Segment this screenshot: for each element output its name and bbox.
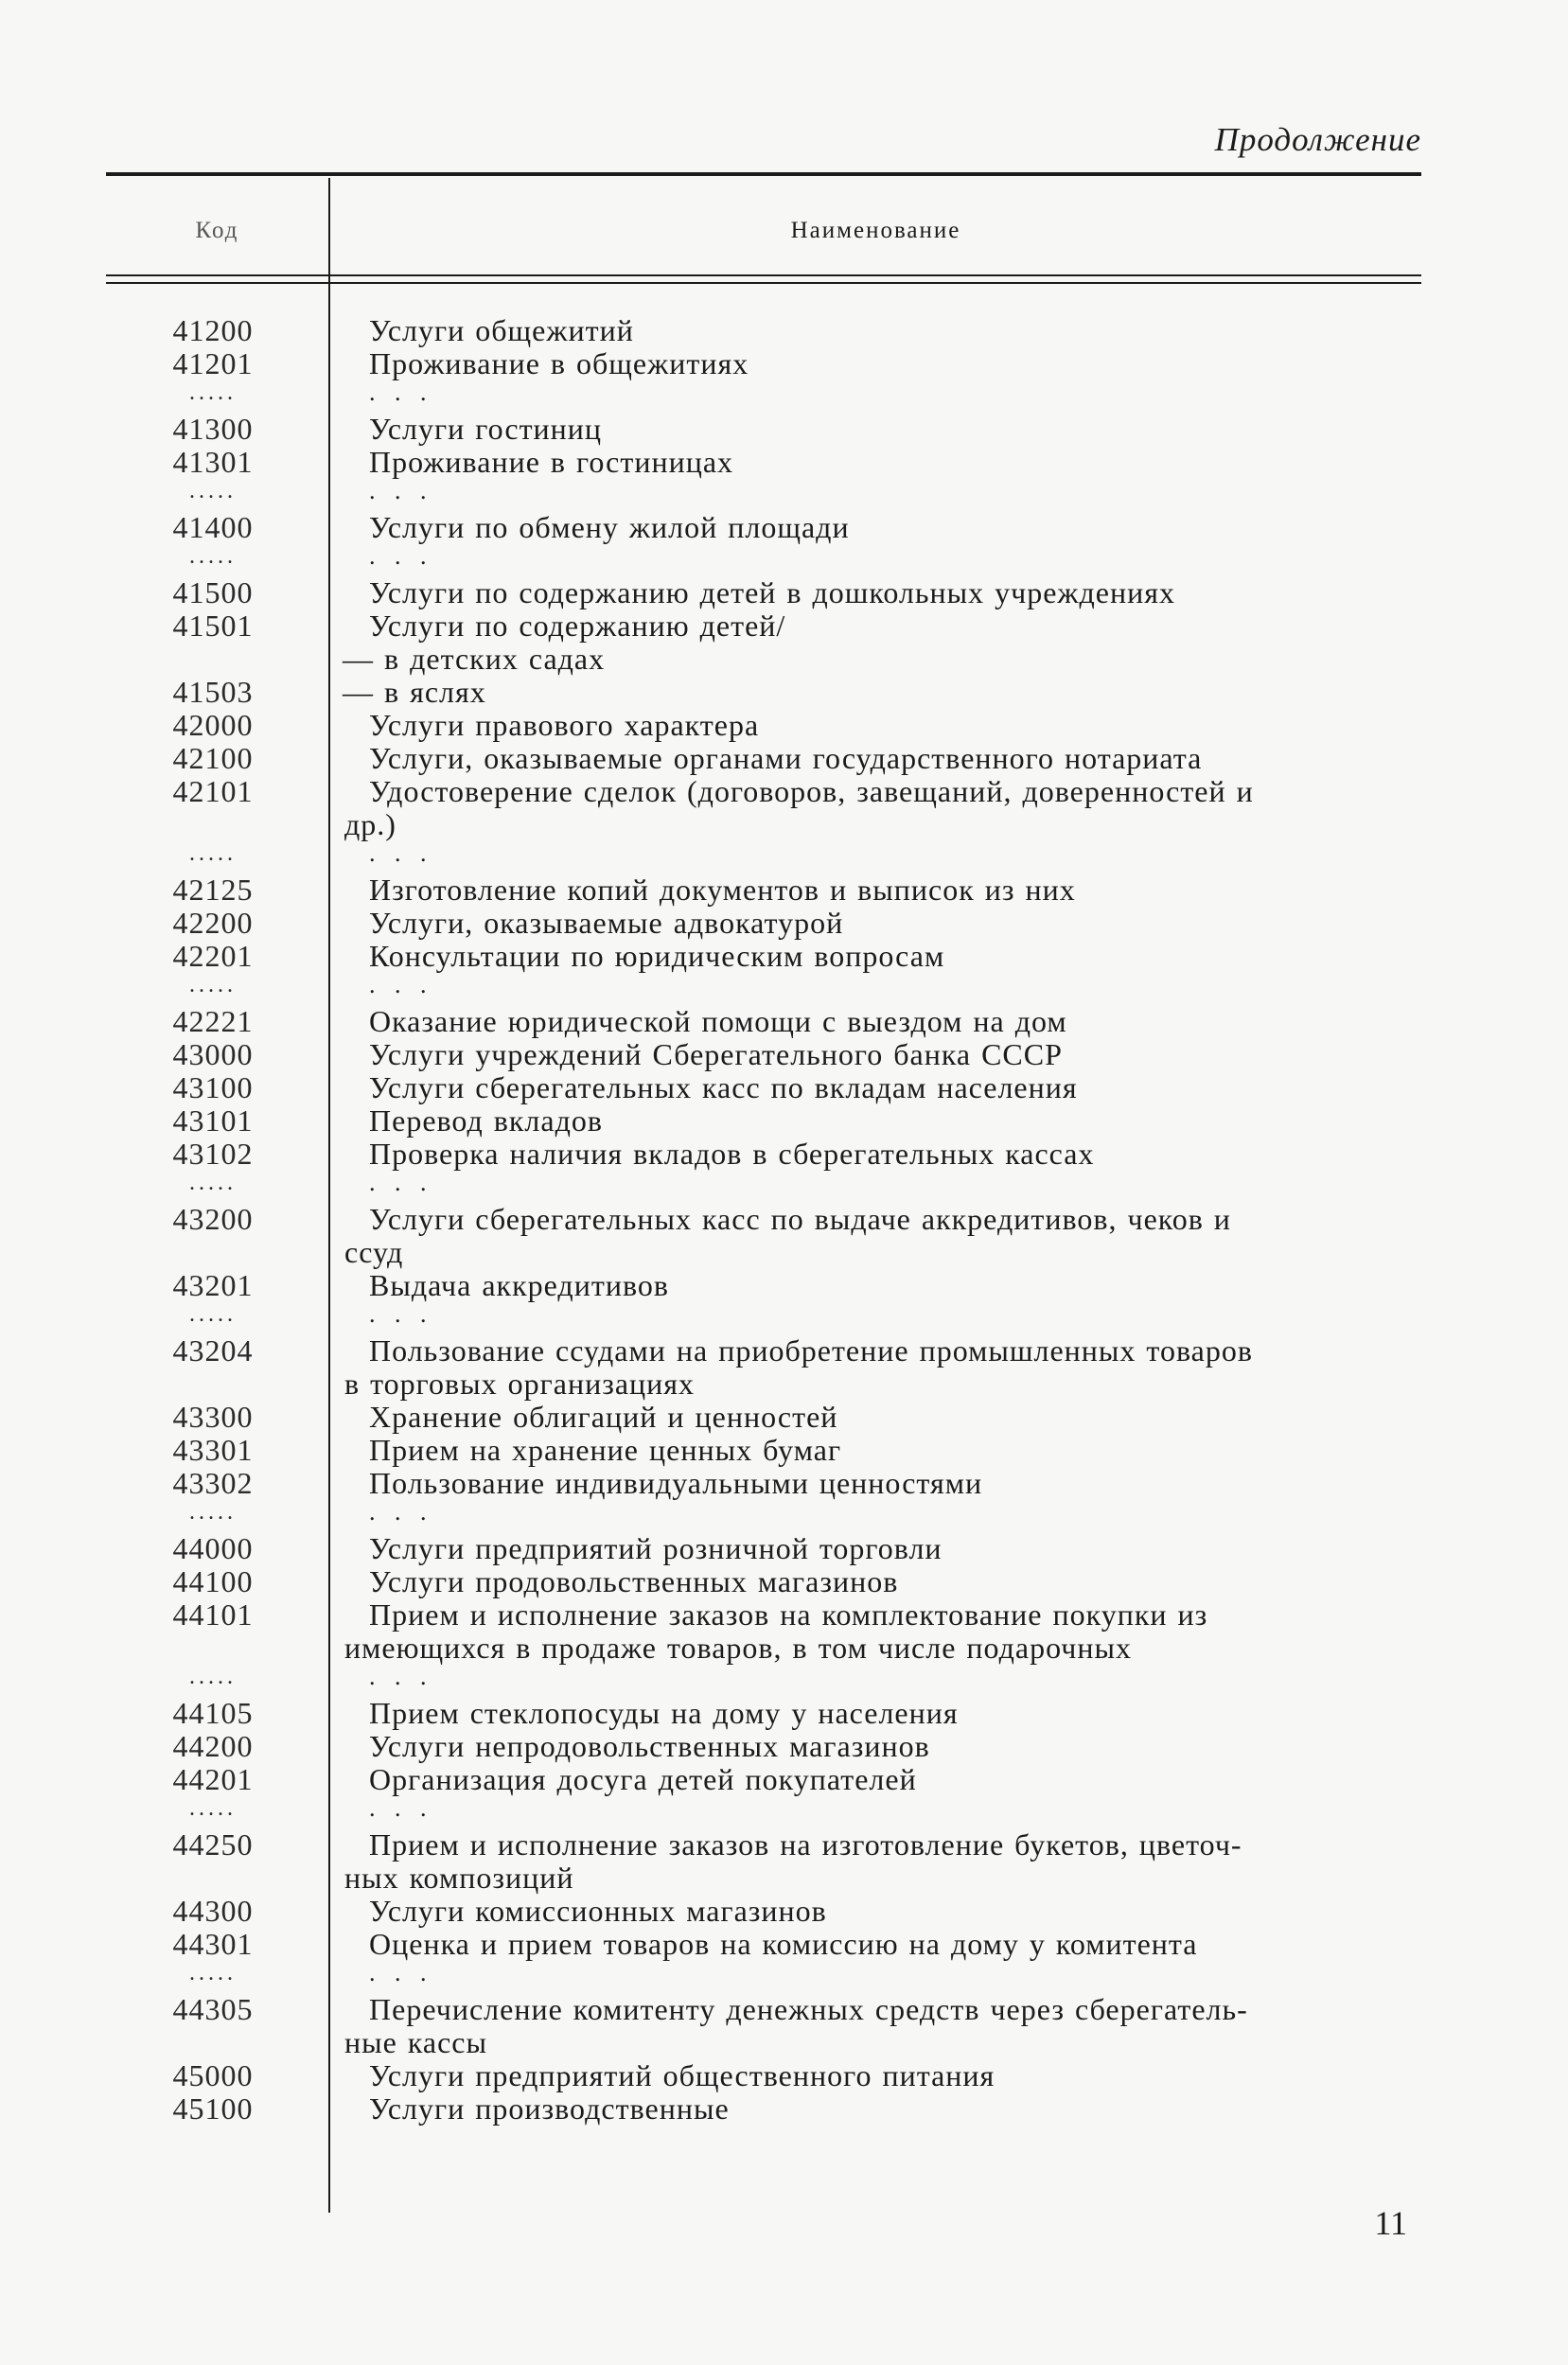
row-name — [369, 1138, 1424, 1171]
row-name-text: . . . — [369, 542, 432, 570]
row-name — [369, 1532, 1424, 1565]
table-top-rule — [106, 172, 1421, 176]
row-code: ..... — [189, 544, 237, 569]
row-name-text: Услуги производственные — [369, 2091, 730, 2126]
row-name-text: Услуги правового характера — [369, 708, 760, 742]
header-rule-upper — [106, 274, 1421, 276]
row-code: 42200 — [172, 906, 254, 940]
row-code: 42125 — [172, 873, 254, 907]
row-name — [369, 1434, 1424, 1467]
row-code: 43100 — [172, 1070, 254, 1104]
table-row — [0, 940, 1568, 973]
row-name-text: Проживание в общежитиях — [369, 346, 749, 380]
row-name-text: Пользование индивидуальными ценностями — [369, 1466, 983, 1500]
ellipsis-row — [0, 973, 1568, 1005]
row-name-text: — в яслях — [343, 675, 486, 709]
table-row — [0, 907, 1568, 940]
row-code: 43200 — [172, 1202, 254, 1236]
row-name-text: . . . — [369, 1300, 432, 1328]
row-code: 43102 — [172, 1137, 254, 1171]
row-name — [369, 1302, 1424, 1327]
row-name — [369, 1665, 1424, 1689]
row-name-text: . . . — [369, 379, 432, 406]
table-row — [0, 709, 1568, 742]
table-row — [0, 1697, 1568, 1730]
row-name — [344, 1333, 1424, 1401]
table-row — [0, 1730, 1568, 1763]
table-row — [0, 1763, 1568, 1796]
row-code: ..... — [189, 841, 237, 866]
row-name-text: Прием на хранение ценных бумаг — [369, 1433, 842, 1467]
row-code: ..... — [189, 479, 237, 503]
row-name-text: Выдача аккредитивов — [369, 1268, 669, 1302]
row-code: 41300 — [172, 412, 254, 446]
row-code: 44250 — [172, 1827, 254, 1862]
row-name — [369, 1071, 1424, 1104]
row-name-text: Услуги по обмену жилой площади — [369, 510, 850, 544]
row-name — [369, 380, 1424, 405]
row-name-text: Хранение облигаций и ценностей — [369, 1400, 838, 1434]
column-header-code: Код — [195, 218, 239, 243]
row-name — [369, 576, 1424, 609]
table-row — [0, 347, 1568, 380]
ellipsis-row — [0, 841, 1568, 874]
table-row — [0, 1005, 1568, 1038]
row-code: 45000 — [172, 2058, 254, 2092]
table-row — [0, 1038, 1568, 1071]
row-name — [343, 643, 1398, 676]
table-row — [0, 1895, 1568, 1928]
row-name — [344, 774, 1424, 841]
table-row — [0, 742, 1568, 775]
row-name-text: Перечисление комитенту денежных средств через сберегатель- — [369, 1992, 1248, 2026]
row-name — [369, 1928, 1424, 1961]
table-row — [0, 1269, 1568, 1302]
row-name-text: Услуги учреждений Сберегательного банка СССР — [369, 1037, 1063, 1071]
table-row — [0, 413, 1568, 446]
table-row — [0, 1598, 1568, 1665]
table-row — [0, 775, 1568, 841]
row-code: 43000 — [172, 1037, 254, 1071]
row-code: 44301 — [172, 1927, 254, 1961]
row-code: 43301 — [172, 1433, 254, 1467]
table-row — [0, 609, 1568, 643]
row-name-text: . . . — [369, 1959, 432, 1986]
row-name — [369, 1730, 1424, 1763]
row-code: ..... — [189, 380, 237, 405]
row-name-continuation: ные кассы — [344, 2025, 487, 2059]
row-code: 44200 — [172, 1729, 254, 1763]
row-name — [369, 1467, 1424, 1500]
row-name-text: Прием и исполнение заказов на комплектование покупки из — [369, 1597, 1208, 1632]
row-name-text: Услуги продовольственных магазинов — [369, 1564, 899, 1598]
row-name-text: Перевод вкладов — [369, 1103, 603, 1138]
row-name — [369, 2059, 1424, 2092]
row-name — [369, 413, 1424, 446]
table-row — [0, 1828, 1568, 1895]
row-name-text: Организация досуга детей покупателей — [369, 1762, 917, 1796]
table-row — [0, 1071, 1568, 1104]
row-name-text: Услуги предприятий общественного питания — [369, 2058, 995, 2092]
row-name — [369, 1763, 1424, 1796]
row-name-text: Услуги общежитий — [369, 313, 634, 347]
row-name-text: Прием стеклопосуды на дому у населения — [369, 1696, 959, 1730]
row-name — [369, 1269, 1424, 1302]
table-row — [0, 676, 1568, 709]
row-name — [369, 907, 1424, 940]
row-name — [369, 511, 1424, 544]
row-name — [369, 446, 1424, 479]
table-row — [0, 874, 1568, 907]
row-name-text: Оценка и прием товаров на комиссию на дому у комитента — [369, 1927, 1198, 1961]
ellipsis-row — [0, 1302, 1568, 1334]
row-code: 44101 — [172, 1597, 254, 1632]
row-code: 44201 — [172, 1762, 254, 1796]
table-row — [0, 1203, 1568, 1269]
ellipsis-row — [0, 1500, 1568, 1532]
row-name-text: Услуги непродовольственных магазинов — [369, 1729, 930, 1763]
row-code: 43204 — [172, 1333, 254, 1368]
row-code: 41400 — [172, 510, 254, 544]
row-code: 42221 — [172, 1004, 254, 1038]
row-name-text: Услуги гостиниц — [369, 412, 603, 446]
row-code: 44305 — [172, 1992, 254, 2026]
row-name — [369, 609, 1424, 643]
row-name-text: — в детских садах — [343, 642, 606, 676]
row-code: 42101 — [172, 774, 254, 808]
row-name-text: Проживание в гостиницах — [369, 445, 734, 479]
row-name-text: Услуги по содержанию детей в дошкольных учреждениях — [369, 575, 1175, 609]
ellipsis-row — [0, 1796, 1568, 1828]
table-row — [0, 1104, 1568, 1138]
table-row — [0, 576, 1568, 609]
row-name — [369, 1796, 1424, 1821]
row-name-text: Услуги, оказываемые адвокатурой — [369, 906, 844, 940]
row-name-text: . . . — [369, 971, 432, 998]
row-name-text: . . . — [369, 839, 432, 867]
row-name-text: Услуги по содержанию детей/ — [369, 609, 786, 643]
row-name-continuation: имеющихся в продаже товаров, в том числе подарочных — [344, 1631, 1132, 1665]
row-code: 41301 — [172, 445, 254, 479]
row-name — [369, 709, 1424, 742]
row-code: 43302 — [172, 1466, 254, 1500]
row-name — [344, 1597, 1424, 1665]
row-name — [369, 2092, 1424, 2126]
row-name — [369, 874, 1424, 907]
row-name — [369, 940, 1424, 973]
row-name — [344, 1992, 1424, 2059]
row-name — [369, 1697, 1424, 1730]
ellipsis-row — [0, 380, 1568, 413]
row-code: ..... — [189, 973, 237, 997]
row-name-text: . . . — [369, 1663, 432, 1690]
row-code: 42000 — [172, 708, 254, 742]
row-name — [344, 1202, 1424, 1269]
table-row — [0, 643, 1568, 676]
row-name — [369, 841, 1424, 866]
row-name-text: Проверка наличия вкладов в сберегательных кассах — [369, 1137, 1095, 1171]
table-row — [0, 1928, 1568, 1961]
row-name — [369, 347, 1424, 380]
row-name-text: Услуги сберегательных касс по выдаче аккредитивов, чеков и — [369, 1202, 1231, 1236]
row-name-text: Удостоверение сделок (договоров, завещаний, доверенностей и — [369, 774, 1254, 808]
row-name-text: Услуги сберегательных касс по вкладам населения — [369, 1070, 1078, 1104]
row-name-text: Пользование ссудами на приобретение промышленных товаров — [369, 1333, 1253, 1368]
row-name-text: Консультации по юридическим вопросам — [369, 939, 945, 973]
row-name — [369, 1038, 1424, 1071]
row-code: 43101 — [172, 1103, 254, 1138]
row-code: 41503 — [172, 675, 254, 709]
row-code: 44100 — [172, 1564, 254, 1598]
table-row — [0, 2059, 1568, 2092]
table-row — [0, 446, 1568, 479]
row-code: 45100 — [172, 2091, 254, 2126]
table-row — [0, 1467, 1568, 1500]
table-row — [0, 314, 1568, 347]
row-code: 42201 — [172, 939, 254, 973]
row-code: ..... — [189, 1500, 237, 1525]
page-number: 11 — [1374, 2204, 1407, 2242]
row-name — [369, 1104, 1424, 1138]
table-row — [0, 1565, 1568, 1598]
table-row — [0, 511, 1568, 544]
ellipsis-row — [0, 1665, 1568, 1697]
row-code: 44105 — [172, 1696, 254, 1730]
table-row — [0, 1334, 1568, 1401]
row-name — [369, 1895, 1424, 1928]
row-name-text: . . . — [369, 477, 432, 504]
row-name — [344, 1827, 1424, 1895]
table-row — [0, 1401, 1568, 1434]
table-body — [0, 314, 1568, 2126]
row-name — [369, 973, 1424, 997]
table-row — [0, 1138, 1568, 1171]
row-name — [369, 1565, 1424, 1598]
ellipsis-row — [0, 544, 1568, 576]
column-header-name: Наименование — [790, 218, 961, 243]
table-row — [0, 1434, 1568, 1467]
row-code: 41201 — [172, 346, 254, 380]
row-name-text: Услуги предприятий розничной торговли — [369, 1531, 943, 1565]
row-name-text: . . . — [369, 1794, 432, 1822]
row-code: 43300 — [172, 1400, 254, 1434]
table-row — [0, 2092, 1568, 2126]
header-rule-lower — [106, 282, 1421, 284]
row-code: 41200 — [172, 313, 254, 347]
row-name-text: Услуги комиссионных магазинов — [369, 1894, 827, 1928]
row-name-text: Услуги, оказываемые органами государственного нотариата — [369, 741, 1203, 775]
row-name — [369, 479, 1424, 503]
ellipsis-row — [0, 1961, 1568, 1993]
row-name-continuation: в торговых организациях — [344, 1367, 695, 1401]
table-row — [0, 1993, 1568, 2059]
row-code: ..... — [189, 1961, 237, 1986]
row-name-text: Изготовление копий документов и выписок из них — [369, 873, 1076, 907]
row-name — [369, 1171, 1424, 1195]
row-name-text: Прием и исполнение заказов на изготовление букетов, цветоч- — [369, 1827, 1242, 1862]
row-code: ..... — [189, 1665, 237, 1689]
row-code: 44300 — [172, 1894, 254, 1928]
row-name — [369, 1500, 1424, 1525]
row-code: ..... — [189, 1302, 237, 1327]
row-code: 42100 — [172, 741, 254, 775]
continuation-label: Продолжение — [1214, 121, 1421, 158]
row-name — [343, 676, 1398, 709]
row-name-continuation: ных композиций — [344, 1861, 574, 1895]
row-code: 41501 — [172, 609, 254, 643]
row-name — [369, 1961, 1424, 1986]
row-name-text: . . . — [369, 1498, 432, 1526]
row-code: 44000 — [172, 1531, 254, 1565]
row-name — [369, 1005, 1424, 1038]
row-code: ..... — [189, 1796, 237, 1821]
row-name-continuation: др.) — [344, 807, 396, 841]
row-code: 41500 — [172, 575, 254, 609]
row-name-text: . . . — [369, 1169, 432, 1196]
row-name — [369, 742, 1424, 775]
row-name-text: Оказание юридической помощи с выездом на дом — [369, 1004, 1067, 1038]
table-row — [0, 1532, 1568, 1565]
row-name — [369, 314, 1424, 347]
row-code: 43201 — [172, 1268, 254, 1302]
ellipsis-row — [0, 479, 1568, 511]
row-name — [369, 544, 1424, 569]
ellipsis-row — [0, 1171, 1568, 1203]
row-code: ..... — [189, 1171, 237, 1195]
row-name — [369, 1401, 1424, 1434]
row-name-continuation: ссуд — [344, 1235, 404, 1269]
